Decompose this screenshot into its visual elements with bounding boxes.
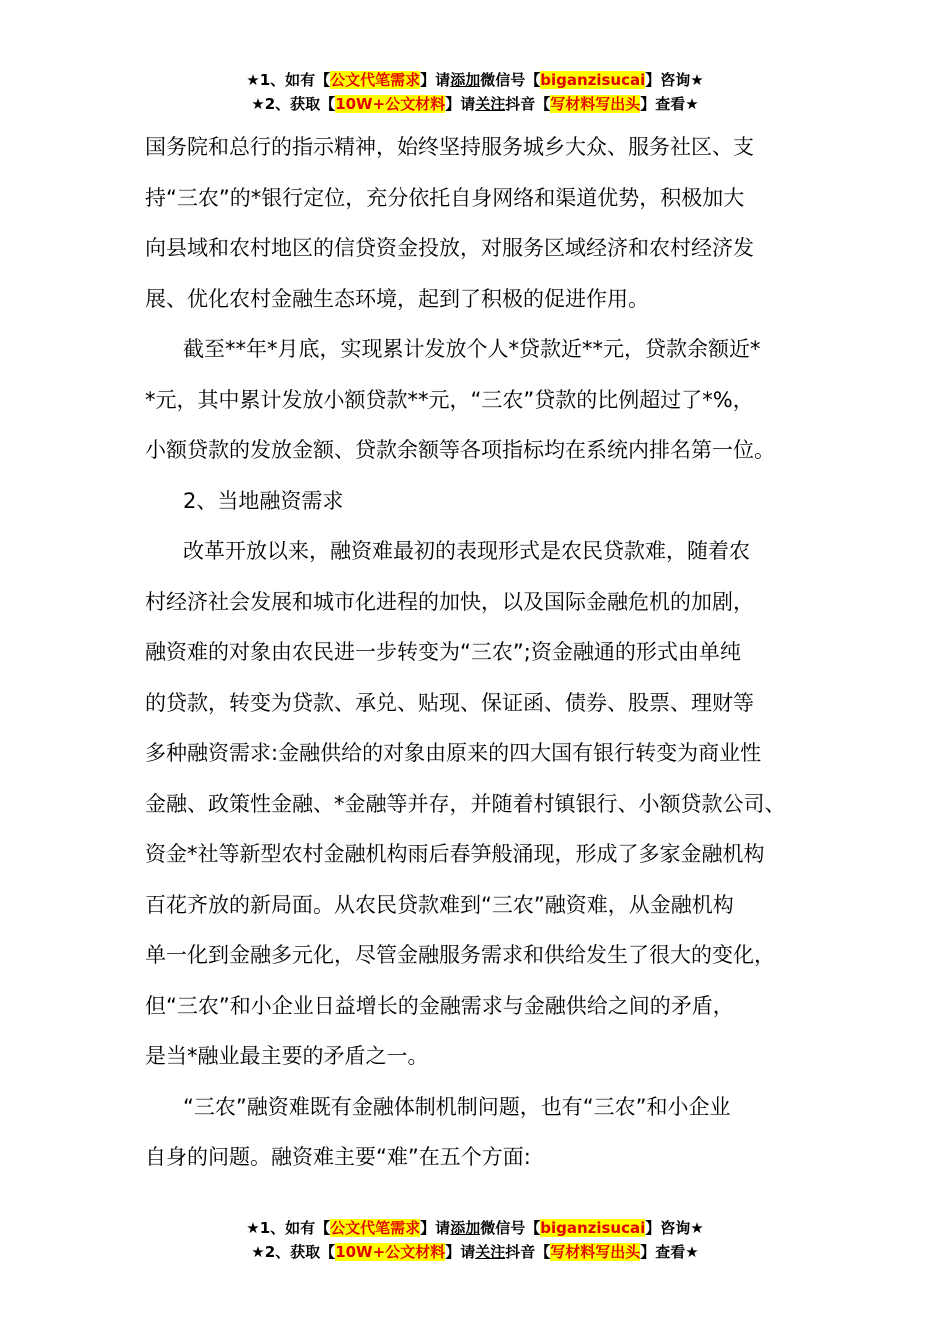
text-line: *元，其中累计发放小额贷款**元，“三农”贷款的比例超过了*%， (145, 387, 754, 412)
banner-text: 微信号【 (480, 1219, 541, 1237)
banner-text: 】咨询★ (645, 1219, 704, 1237)
header-banner (0, 68, 950, 116)
text-line: 自身的问题。融资难主要“难”在五个方面: (145, 1145, 531, 1169)
banner-line-2 (0, 92, 950, 116)
banner-line-2 (0, 1240, 950, 1264)
footer-banner (0, 1216, 950, 1264)
banner-text: 】咨询★ (645, 71, 704, 89)
text-line: 百花齐放的新局面。从农民贷款难到“三农”融资难，从金融机构 (145, 892, 734, 917)
banner-highlight: 写材料写出头 (550, 95, 641, 113)
banner-underline: 添加 (450, 1219, 481, 1237)
text-line: 单一化到金融多元化，尽管金融服务需求和供给发生了很大的变化， (145, 943, 775, 967)
banner-text: 】查看★ (640, 95, 699, 113)
banner-underline: 关注 (475, 1243, 506, 1261)
text-line: 小额贷款的发放金额、贷款余额等各项指标均在系统内排名第一位。 (145, 438, 775, 462)
banner-text: 】查看★ (640, 1243, 699, 1261)
text-line: 是当*融业最主要的矛盾之一。 (145, 1044, 429, 1068)
text-line: 向县域和农村地区的信贷资金投放，对服务区域经济和农村经济发 (145, 236, 754, 260)
text-line: 资金*社等新型农村金融机构雨后春笋般涌现，形成了多家金融机构 (145, 842, 765, 866)
text-line: 持“三农”的*银行定位，充分依托自身网络和渠道优势，积极加大 (145, 185, 745, 210)
banner-text: 】请 (420, 71, 451, 89)
banner-text: ★1、如有【 (246, 71, 331, 89)
text-line: 展、优化农村金融生态环境，起到了积极的促进作用。 (145, 286, 649, 311)
banner-underline: 关注 (475, 95, 506, 113)
banner-line-1 (0, 68, 950, 92)
banner-highlight: 写材料写出头 (550, 1243, 641, 1261)
banner-highlight: biganzisucai (540, 1219, 646, 1237)
text-line: 多种融资需求:金融供给的对象由原来的四大国有银行转变为商业性 (145, 741, 762, 765)
text-line: 截至**年*月底，实现累计发放个人*贷款近**元，贷款余额近* (183, 337, 761, 361)
banner-text: ★2、获取【 (251, 95, 336, 113)
banner-highlight: 10W+公文材料 (335, 95, 446, 113)
banner-highlight: biganzisucai (540, 71, 646, 89)
banner-text: ★1、如有【 (246, 1219, 331, 1237)
banner-text: 】请 (420, 1219, 451, 1237)
banner-line-1 (0, 1216, 950, 1240)
banner-underline: 添加 (450, 71, 481, 89)
text-line: 改革开放以来，融资难最初的表现形式是农民贷款难，随着农 (183, 539, 750, 563)
text-line: 但“三农”和小企业日益增长的金融需求与金融供给之间的矛盾， (145, 993, 734, 1018)
banner-highlight: 公文代笔需求 (330, 1219, 421, 1237)
banner-text: 】请 (445, 1243, 476, 1261)
text-line: 金融、政策性金融、*金融等并存，并随着村镇银行、小额贷款公司、 (145, 791, 786, 816)
text-line: “三农”融资难既有金融体制机制问题，也有“三农”和小企业 (183, 1094, 731, 1119)
text-line: 的贷款，转变为贷款、承兑、贴现、保证函、债券、股票、理财等 (145, 690, 754, 715)
banner-highlight: 公文代笔需求 (330, 71, 421, 89)
document-body (145, 122, 825, 1183)
text-line: 融资难的对象由农民进一步转变为“三农”;资金融通的形式由单纯 (145, 640, 741, 664)
banner-text: 抖音【 (505, 95, 551, 113)
banner-text: 】请 (445, 95, 476, 113)
banner-highlight: 10W+公文材料 (335, 1243, 446, 1261)
banner-text: 抖音【 (505, 1243, 551, 1261)
banner-text: ★2、获取【 (251, 1243, 336, 1261)
text-line: 国务院和总行的指示精神，始终坚持服务城乡大众、服务社区、支 (145, 135, 754, 159)
text-line: 村经济社会发展和城市化进程的加快，以及国际金融危机的加剧， (145, 589, 754, 614)
section-heading: 2、当地融资需求 (183, 488, 344, 513)
banner-text: 微信号【 (480, 71, 541, 89)
